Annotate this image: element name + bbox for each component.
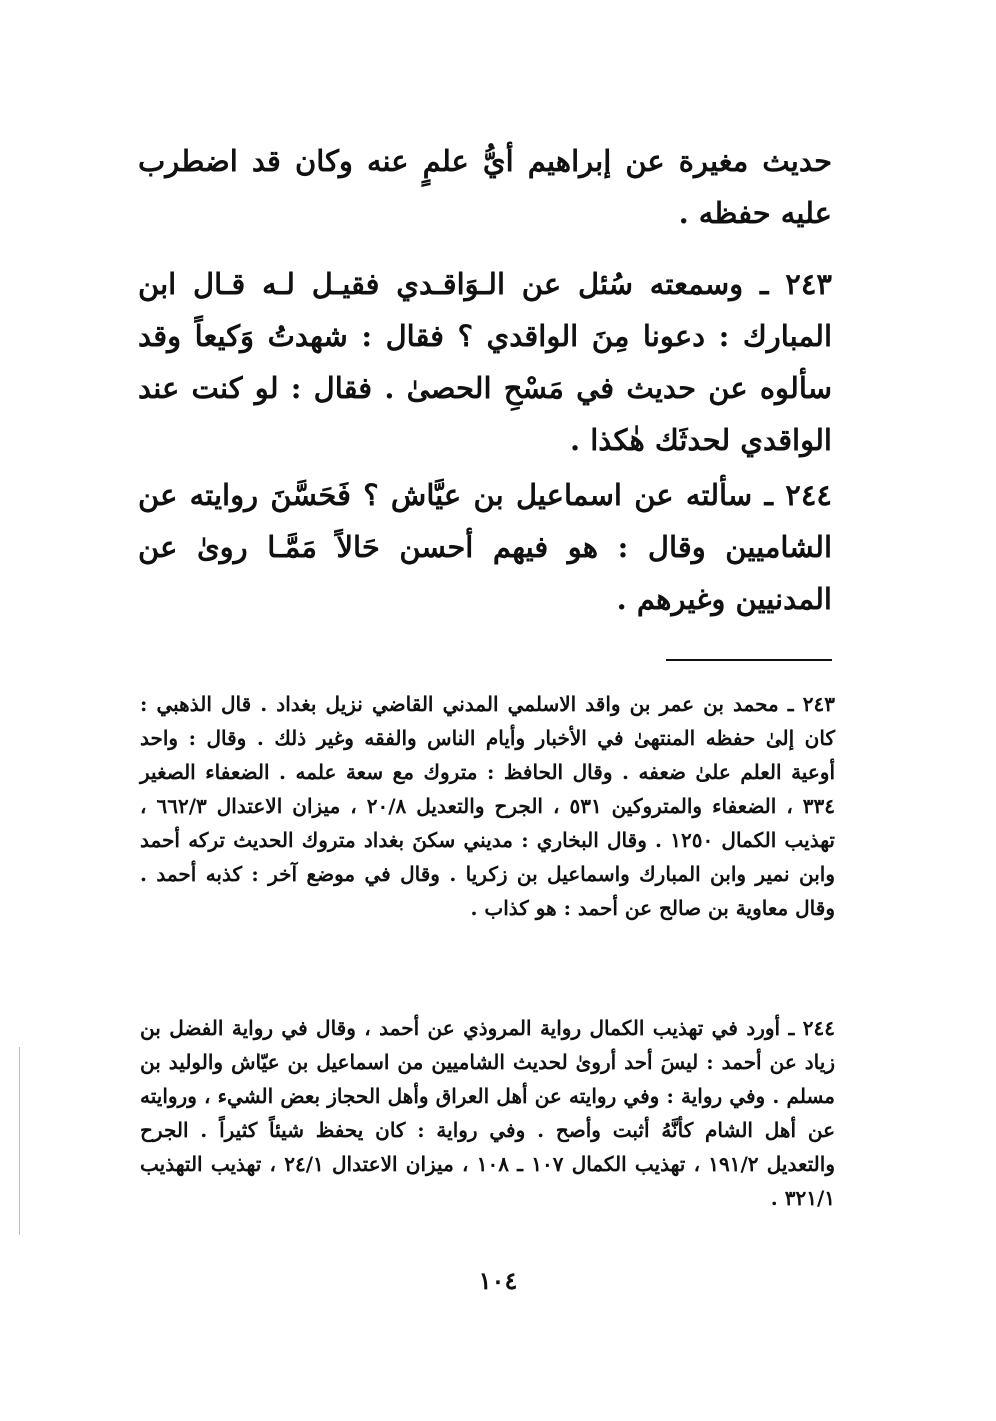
paragraph-entry-244-text: ٢٤٤ ـ سألته عن اسماعيل بن عيَّاش ؟ فَحَسَّنَ روايته عن الشاميين وقال : هو فيهم أحسن حَالاً مَمَّـا روىٰ عن المدنيين وغيرهم .: [138, 478, 832, 616]
paragraph-continuation: [138, 135, 832, 239]
scan-margin-line: [19, 1047, 20, 1235]
paragraph-entry-243-text: ٢٤٣ ـ وسمعته سُئل عن الـوَاقـدي فقيـل لـه قـال ابن المبارك : دعونا مِنَ الواقدي ؟ فقال : شهدتُ وَكيعاً وقد سألوه عن حديث في مَسْحِ الحصىٰ . فقال : لو كنت عند الواقدي لحدثَك هٰكذا .: [138, 267, 832, 457]
footnote-divider: [666, 659, 832, 661]
footnote-243-text: ٢٤٣ ـ محمد بن عمر بن واقد الاسلمي المدني القاضي نزيل بغداد . قال الذهبي : كان إلىٰ حفظه المنتهىٰ في الأخبار وأيام الناس والفقه وغير ذلك . وقال : واحد أوعية العلم علىٰ ضعفه . وقال الحافظ : متروك مع سعة علمه . الضعفاء الصغير ٣٣٤ ، الضعفاء والمتروكين ٥٣١ ، الجرح والتعديل ٢٠/٨ ، ميزان الاعتدال ٦٦٢/٣ ، تهذيب الكمال ١٢٥٠ . وقال البخاري : مديني سكنَ بغداد متروك الحديث تركه أحمد وابن نمير وابن المبارك واسماعيل بن زكريا . وقال في موضع آخر : كذبه أحمد . وقال معاوية بن صالح عن أحمد : هو كذاب .: [140, 692, 836, 920]
paragraph-continuation-text: حديث مغيرة عن إبراهيم أيُّ علمٍ عنه وكان قد اضطرب عليه حفظه .: [138, 144, 832, 230]
footnote-243: [140, 687, 835, 925]
footnote-244-text: ٢٤٤ ـ أورد في تهذيب الكمال رواية المروذي عن أحمد ، وقال في رواية الفضل بن زياد عن أحمد : ليسَ أحد أروىٰ لحديث الشاميين من اسماعيل بن عيّاش والوليد بن مسلم . وفي رواية : وفي روايته عن أهل العراق وأهل الحجاز بعض الشيء ، وروايته عن أهل الشام كأنَّهُ أثبت وأصح . وفي رواية : كان يحفظ شيئاً كثيراً . الجرح والتعديل ١٩١/٢ ، تهذيب الكمال ١٠٧ ـ ١٠٨ ، ميزان الاعتدال ٢٤/١ ، تهذيب التهذيب ٣٢١/١ .: [140, 1016, 835, 1210]
paragraph-entry-243: [138, 258, 832, 466]
page-number: ١٠٤: [478, 1266, 518, 1295]
footnote-244: [140, 1011, 835, 1215]
paragraph-entry-244: [138, 469, 832, 625]
